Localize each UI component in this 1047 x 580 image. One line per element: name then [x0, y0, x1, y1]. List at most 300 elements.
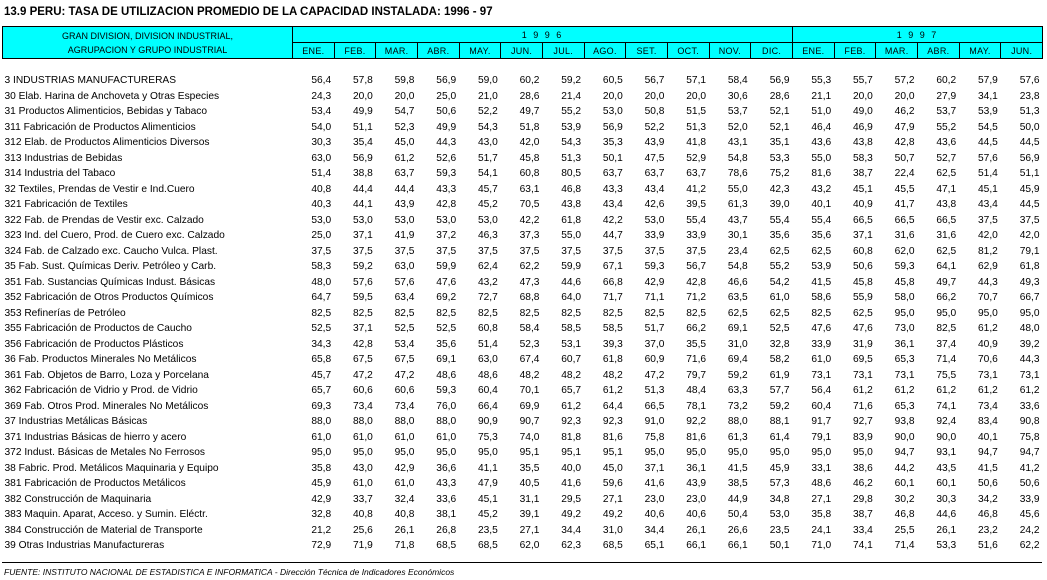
value-cell: 51,0: [811, 106, 832, 118]
value-cell: 50,6: [853, 261, 873, 273]
value-cell: 82,5: [644, 307, 665, 319]
value-cell: 55,7: [853, 75, 873, 87]
value-cell: 71,7: [602, 292, 623, 304]
value-cell: 38,7: [853, 509, 873, 521]
value-cell: 69,1: [727, 323, 748, 335]
value-cell: 40,9: [977, 338, 998, 350]
value-cell: 37,5: [561, 245, 582, 257]
value-cell: 76,0: [436, 400, 457, 412]
value-cell: 58,2: [769, 354, 790, 366]
value-cell: 42,9: [394, 462, 415, 474]
value-cell: 88,0: [352, 416, 373, 428]
value-cell: 82,5: [686, 307, 707, 319]
value-cell: 61,0: [811, 354, 832, 366]
value-cell: 32,4: [394, 493, 415, 505]
table-row: [3, 321, 1043, 337]
value-cell: 35,4: [352, 137, 373, 149]
value-cell: 59,8: [394, 75, 415, 87]
value-cell: 20,0: [686, 90, 707, 102]
value-cell: 39,5: [686, 199, 707, 211]
value-cell: 43,4: [977, 199, 998, 211]
value-cell: 61,0: [436, 431, 457, 443]
value-cell: 31,6: [894, 230, 915, 242]
value-cell: 95,0: [811, 447, 832, 459]
value-cell: 82,5: [477, 307, 498, 319]
value-cell: 34,2: [977, 493, 998, 505]
table-body: [3, 59, 1043, 554]
value-cell: 66,7: [1019, 292, 1040, 304]
value-cell: 95,0: [936, 307, 957, 319]
value-cell: 51,4: [477, 338, 498, 350]
value-cell: 60,8: [853, 245, 873, 257]
value-cell: 57,2: [894, 75, 915, 87]
value-cell: 68,5: [602, 540, 623, 552]
value-cell: 50,7: [894, 152, 915, 164]
value-cell: 82,5: [936, 323, 957, 335]
value-cell: 55,2: [936, 121, 957, 133]
value-cell: 52,7: [936, 152, 957, 164]
value-cell: 81,8: [561, 431, 582, 443]
value-cell: 46,8: [894, 509, 915, 521]
value-cell: 66,4: [477, 400, 498, 412]
value-cell: 78,6: [727, 168, 748, 180]
value-cell: 35,8: [811, 509, 832, 521]
value-cell: 63,0: [477, 354, 498, 366]
row-label: 38 Fabric. Prod. Metálicos Maquinaria y Equipo: [4, 462, 219, 474]
value-cell: 61,4: [769, 431, 790, 443]
value-cell: 64,4: [602, 400, 623, 412]
value-cell: 30,6: [727, 90, 748, 102]
value-cell: 48,4: [686, 385, 707, 397]
value-cell: 53,9: [811, 261, 832, 273]
value-cell: 45,2: [477, 199, 498, 211]
value-cell: 70,5: [519, 199, 540, 211]
row-label: 313 Industrias de Bebidas: [4, 152, 123, 164]
value-cell: 45,9: [1019, 183, 1040, 195]
value-cell: 62,5: [727, 307, 748, 319]
value-cell: 20,0: [394, 90, 415, 102]
value-cell: 37,5: [1019, 214, 1040, 226]
value-cell: 46,2: [894, 106, 915, 118]
value-cell: 67,1: [602, 261, 623, 273]
value-cell: 90,0: [894, 431, 915, 443]
value-cell: 45,1: [477, 493, 498, 505]
value-cell: 63,5: [727, 292, 748, 304]
value-cell: 62,0: [894, 245, 915, 257]
value-cell: 57,6: [1019, 75, 1040, 87]
month-header-1996: NOV.: [709, 43, 751, 59]
value-cell: 32,8: [769, 338, 790, 350]
value-cell: 61,2: [894, 385, 915, 397]
value-cell: 49,7: [936, 276, 957, 288]
value-cell: 33,9: [1019, 493, 1040, 505]
value-cell: 29,5: [561, 493, 582, 505]
value-cell: 82,5: [561, 307, 582, 319]
value-cell: 20,0: [894, 90, 915, 102]
value-cell: 23,5: [477, 524, 498, 536]
value-cell: 53,9: [977, 106, 998, 118]
value-cell: 37,2: [436, 230, 457, 242]
row-label: 324 Fab. de Calzado exc. Caucho Vulca. Plast.: [4, 245, 218, 257]
value-cell: 54,8: [727, 152, 748, 164]
value-cell: 70,1: [519, 385, 540, 397]
table-row: [3, 368, 1043, 384]
spacer-cell: [3, 59, 1043, 74]
value-cell: 95,1: [561, 447, 582, 459]
value-cell: 83,9: [853, 431, 873, 443]
value-cell: 95,0: [894, 307, 915, 319]
value-cell: 23,2: [977, 524, 998, 536]
value-cell: 94,7: [894, 447, 915, 459]
value-cell: 45,8: [519, 152, 540, 164]
value-cell: 36,1: [686, 462, 707, 474]
value-cell: 74,1: [936, 400, 957, 412]
value-cell: 43,0: [352, 462, 373, 474]
value-cell: 60,6: [352, 385, 373, 397]
value-cell: 48,2: [561, 369, 582, 381]
value-cell: 31,6: [936, 230, 957, 242]
value-cell: 33,7: [352, 493, 373, 505]
value-cell: 63,0: [394, 261, 415, 273]
value-cell: 43,8: [561, 199, 582, 211]
month-header-1996: JUL.: [542, 43, 584, 59]
value-cell: 59,3: [644, 261, 665, 273]
value-cell: 60,2: [519, 75, 540, 87]
value-cell: 25,6: [352, 524, 373, 536]
month-header-1996: OCT.: [667, 43, 709, 59]
table-row: [3, 290, 1043, 306]
value-cell: 49,9: [352, 106, 373, 118]
value-cell: 49,3: [1019, 276, 1040, 288]
value-cell: 62,5: [853, 307, 873, 319]
value-cell: 43,6: [936, 137, 957, 149]
value-cell: 51,3: [686, 121, 707, 133]
value-cell: 61,8: [602, 354, 623, 366]
value-cell: 63,7: [602, 168, 623, 180]
value-cell: 47,2: [394, 369, 415, 381]
value-cell: 50,1: [602, 152, 623, 164]
value-cell: 27,1: [519, 524, 540, 536]
month-header-1996: JUN.: [501, 43, 543, 59]
value-cell: 61,0: [394, 431, 415, 443]
value-cell: 66,1: [686, 540, 707, 552]
month-header-1996: MAY.: [459, 43, 501, 59]
value-cell: 31,0: [727, 338, 748, 350]
value-cell: 37,5: [436, 245, 457, 257]
value-cell: 31,9: [853, 338, 873, 350]
value-cell: 21,1: [811, 90, 832, 102]
value-cell: 62,5: [936, 168, 957, 180]
value-cell: 40,6: [644, 509, 665, 521]
table-row: [3, 73, 1043, 89]
value-cell: 34,4: [644, 524, 665, 536]
value-cell: 43,3: [602, 183, 623, 195]
value-cell: 44,3: [436, 137, 457, 149]
value-cell: 43,3: [436, 478, 457, 490]
value-cell: 63,0: [311, 152, 332, 164]
value-cell: 92,4: [936, 416, 957, 428]
row-label: 3 INDUSTRIAS MANUFACTURERAS: [4, 75, 177, 87]
value-cell: 40,5: [519, 478, 540, 490]
value-cell: 88,0: [394, 416, 415, 428]
value-cell: 37,5: [644, 245, 665, 257]
value-cell: 73,4: [977, 400, 998, 412]
value-cell: 37,5: [602, 245, 623, 257]
value-cell: 45,8: [853, 276, 873, 288]
value-cell: 90,9: [477, 416, 498, 428]
value-cell: 42,2: [602, 214, 623, 226]
value-cell: 75,2: [769, 168, 790, 180]
row-label: 355 Fabricación de Productos de Caucho: [4, 323, 192, 335]
value-cell: 43,2: [811, 183, 832, 195]
value-cell: 48,6: [436, 369, 457, 381]
value-cell: 44,3: [1019, 354, 1040, 366]
table-row: [3, 352, 1043, 368]
value-cell: 25,0: [311, 230, 332, 242]
value-cell: 90,0: [936, 431, 957, 443]
value-cell: 66,8: [602, 276, 623, 288]
row-label: 312 Elab. de Productos Alimenticios Diversos: [4, 137, 210, 149]
value-cell: 40,8: [352, 509, 373, 521]
month-header-1997: ABR.: [918, 43, 960, 59]
value-cell: 54,1: [477, 168, 498, 180]
year-header-1996: 1 9 9 6: [293, 27, 793, 43]
value-cell: 66,1: [727, 540, 748, 552]
value-cell: 58,5: [561, 323, 582, 335]
value-cell: 53,1: [561, 338, 582, 350]
table-row: [3, 492, 1043, 508]
value-cell: 95,0: [769, 447, 790, 459]
value-cell: 61,0: [352, 431, 373, 443]
value-cell: 48,6: [811, 478, 832, 490]
table-row: [3, 337, 1043, 353]
value-cell: 23,5: [769, 524, 790, 536]
value-cell: 40,3: [311, 199, 332, 211]
value-cell: 20,0: [644, 90, 665, 102]
value-cell: 53,0: [477, 214, 498, 226]
table-row: [3, 461, 1043, 477]
value-cell: 90,7: [519, 416, 540, 428]
value-cell: 52,5: [436, 323, 457, 335]
table-row: [3, 476, 1043, 492]
value-cell: 66,5: [894, 214, 915, 226]
value-cell: 47,1: [936, 183, 957, 195]
value-cell: 41,8: [686, 137, 707, 149]
value-cell: 56,4: [311, 75, 332, 87]
value-cell: 53,0: [311, 214, 332, 226]
value-cell: 56,9: [769, 75, 790, 87]
value-cell: 62,9: [977, 261, 998, 273]
page-title: 13.9 PERU: TASA DE UTILIZACION PROMEDIO DE LA CAPACIDAD INSTALADA: 1996 - 97: [4, 6, 493, 18]
year-header-1997: 1 9 9 7: [793, 27, 1043, 43]
value-cell: 40,8: [311, 183, 332, 195]
value-cell: 26,8: [436, 524, 457, 536]
value-cell: 75,5: [936, 369, 957, 381]
month-header-1997: FEB.: [834, 43, 876, 59]
value-cell: 27,1: [602, 493, 623, 505]
value-cell: 33,9: [686, 230, 707, 242]
value-cell: 60,7: [561, 354, 582, 366]
value-cell: 45,1: [853, 183, 873, 195]
table-row: [3, 182, 1043, 198]
value-cell: 95,0: [644, 447, 665, 459]
value-cell: 81,6: [811, 168, 832, 180]
table-row: [3, 414, 1043, 430]
value-cell: 38,5: [727, 478, 748, 490]
value-cell: 95,0: [977, 307, 998, 319]
value-cell: 50,1: [769, 540, 790, 552]
value-cell: 62,0: [519, 540, 540, 552]
value-cell: 55,4: [686, 214, 707, 226]
value-cell: 52,2: [644, 121, 665, 133]
table-row: [3, 383, 1043, 399]
value-cell: 79,1: [1019, 245, 1040, 257]
value-cell: 65,7: [311, 385, 332, 397]
value-cell: 30,3: [936, 493, 957, 505]
value-cell: 61,2: [977, 385, 998, 397]
value-cell: 82,5: [436, 307, 457, 319]
value-cell: 30,3: [311, 137, 332, 149]
value-cell: 44,1: [352, 199, 373, 211]
month-header-1996: SET.: [626, 43, 668, 59]
value-cell: 25,5: [894, 524, 915, 536]
table-row: [3, 104, 1043, 120]
value-cell: 59,9: [436, 261, 457, 273]
value-cell: 71,6: [686, 354, 707, 366]
value-cell: 65,1: [644, 540, 665, 552]
month-header-1996: MAR.: [376, 43, 418, 59]
value-cell: 51,8: [519, 121, 540, 133]
value-cell: 59,3: [894, 261, 915, 273]
value-cell: 50,8: [644, 106, 665, 118]
value-cell: 32,8: [311, 509, 332, 521]
value-cell: 54,7: [394, 106, 415, 118]
value-cell: 69,2: [436, 292, 457, 304]
value-cell: 82,5: [602, 307, 623, 319]
value-cell: 94,7: [977, 447, 998, 459]
value-cell: 88,0: [727, 416, 748, 428]
value-cell: 52,3: [394, 121, 415, 133]
value-cell: 35,6: [769, 230, 790, 242]
value-cell: 45,6: [1019, 509, 1040, 521]
value-cell: 62,5: [811, 245, 832, 257]
value-cell: 61,8: [561, 214, 582, 226]
value-cell: 74,0: [519, 431, 540, 443]
value-cell: 63,7: [394, 168, 415, 180]
value-cell: 51,3: [1019, 106, 1040, 118]
value-cell: 54,0: [311, 121, 332, 133]
value-cell: 21,0: [477, 90, 498, 102]
value-cell: 66,2: [686, 323, 707, 335]
value-cell: 20,0: [602, 90, 623, 102]
value-cell: 48,2: [519, 369, 540, 381]
value-cell: 45,1: [977, 183, 998, 195]
value-cell: 60,6: [394, 385, 415, 397]
value-cell: 44,4: [352, 183, 373, 195]
value-cell: 61,2: [1019, 385, 1040, 397]
row-label-header-line1: GRAN DIVISION, DIVISION INDUSTRIAL,: [61, 30, 234, 41]
value-cell: 33,4: [853, 524, 873, 536]
value-cell: 73,4: [352, 400, 373, 412]
value-cell: 44,2: [894, 462, 915, 474]
value-cell: 62,2: [519, 261, 540, 273]
value-cell: 37,1: [352, 323, 373, 335]
value-cell: 40,1: [811, 199, 832, 211]
value-cell: 71,6: [853, 400, 873, 412]
value-cell: 35,3: [602, 137, 623, 149]
value-cell: 40,6: [686, 509, 707, 521]
value-cell: 35,8: [311, 462, 332, 474]
value-cell: 64,1: [936, 261, 957, 273]
value-cell: 53,0: [352, 214, 373, 226]
value-cell: 47,6: [436, 276, 457, 288]
value-cell: 48,0: [1019, 323, 1040, 335]
value-cell: 73,1: [811, 369, 832, 381]
row-label: 30 Elab. Harina de Anchoveta y Otras Especies: [4, 90, 220, 102]
month-header-1997: JUN.: [1001, 43, 1043, 59]
value-cell: 64,0: [561, 292, 582, 304]
value-cell: 63,7: [644, 168, 665, 180]
value-cell: 73,1: [977, 369, 998, 381]
row-label: 382 Construcción de Maquinaria: [4, 493, 152, 505]
value-cell: 81,6: [602, 431, 623, 443]
value-cell: 41,6: [561, 478, 582, 490]
value-cell: 43,4: [602, 199, 623, 211]
value-cell: 23,0: [644, 493, 665, 505]
month-header-1997: MAY.: [959, 43, 1001, 59]
value-cell: 53,0: [644, 214, 665, 226]
value-cell: 37,4: [936, 338, 957, 350]
value-cell: 50,6: [436, 106, 457, 118]
row-label: 381 Fabricación de Productos Metálicos: [4, 478, 186, 490]
value-cell: 44,6: [561, 276, 582, 288]
value-cell: 61,8: [1019, 261, 1040, 273]
value-cell: 42,8: [436, 199, 457, 211]
value-cell: 73,1: [853, 369, 873, 381]
value-cell: 39,1: [519, 509, 540, 521]
value-cell: 69,1: [436, 354, 457, 366]
value-cell: 45,0: [602, 462, 623, 474]
value-cell: 51,1: [352, 121, 373, 133]
value-cell: 27,9: [936, 90, 957, 102]
value-cell: 46,4: [811, 121, 832, 133]
value-cell: 95,0: [311, 447, 332, 459]
value-cell: 59,2: [769, 400, 790, 412]
value-cell: 47,9: [477, 478, 498, 490]
value-cell: 50,6: [1019, 478, 1040, 490]
value-cell: 50,4: [727, 509, 748, 521]
row-label: 352 Fabricación de Otros Productos Químicos: [4, 292, 214, 304]
value-cell: 34,3: [311, 338, 332, 350]
value-cell: 82,5: [311, 307, 332, 319]
value-cell: 41,9: [394, 230, 415, 242]
value-cell: 95,0: [436, 447, 457, 459]
value-cell: 42,8: [686, 276, 707, 288]
value-cell: 47,3: [519, 276, 540, 288]
value-cell: 51,1: [1019, 168, 1040, 180]
value-cell: 52,6: [436, 152, 457, 164]
table-row: [3, 197, 1043, 213]
value-cell: 88,1: [769, 416, 790, 428]
value-cell: 49,0: [853, 106, 873, 118]
value-cell: 61,9: [769, 369, 790, 381]
value-cell: 60,1: [894, 478, 915, 490]
value-cell: 44,5: [1019, 137, 1040, 149]
value-cell: 40,9: [853, 199, 873, 211]
value-cell: 52,3: [519, 338, 540, 350]
value-cell: 60,2: [936, 75, 957, 87]
value-cell: 59,6: [602, 478, 623, 490]
